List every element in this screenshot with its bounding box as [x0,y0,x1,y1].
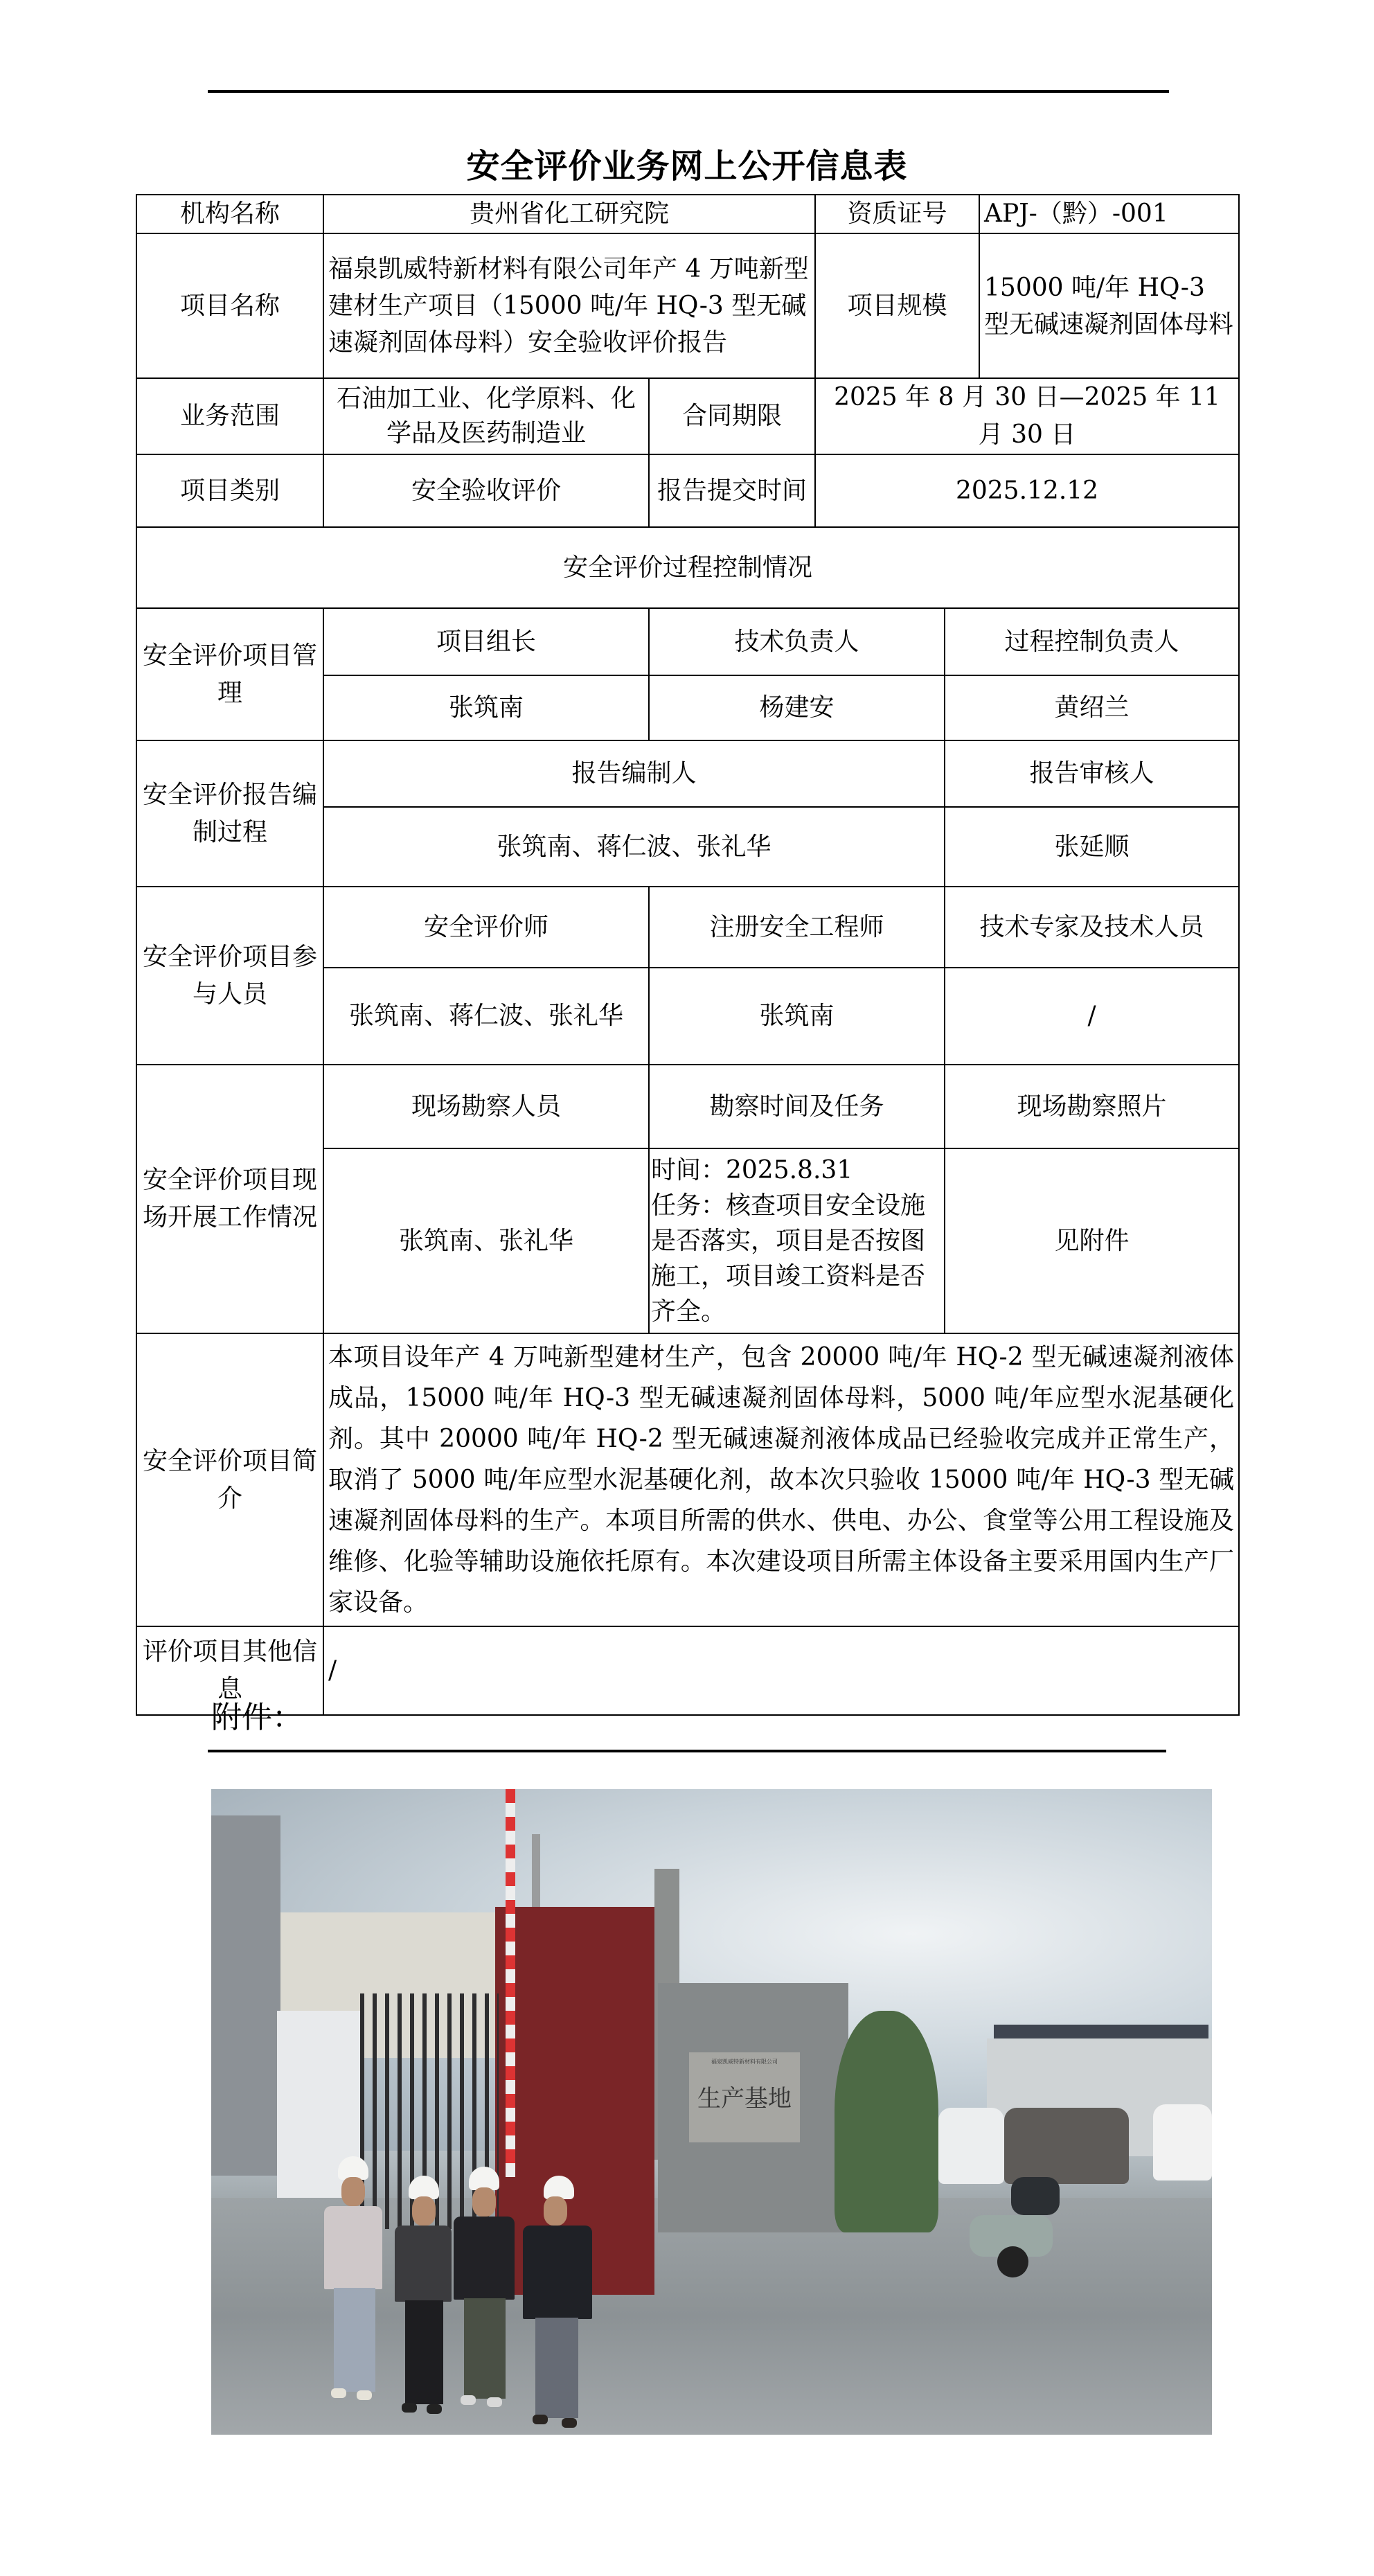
org-name-label: 机构名称 [136,195,323,233]
project-name-value: 福泉凯威特新材料有限公司年产 4 万吨新型建材生产项目（15000 吨/年 HQ-3 型无碱速凝剂固体母料）安全验收评价报告 [323,233,815,378]
row-summary [136,1333,1239,1626]
header-rule [208,90,1169,93]
participants-header-experts: 技术专家及技术人员 [945,887,1239,968]
photo-car-white [938,2108,1004,2184]
cert-label: 资质证号 [815,195,979,233]
management-value-tech: 杨建安 [649,675,945,740]
org-name-value: 贵州省化工研究院 [323,195,815,233]
survey-time: 时间：2025.8.31 [651,1156,853,1184]
report-process-label: 安全评价报告编制过程 [136,740,323,887]
project-type-label: 项目类别 [136,454,323,527]
participants-value-evaluators: 张筑南、蒋仁波、张礼华 [323,968,649,1065]
submit-time-label: 报告提交时间 [649,454,815,527]
project-scale-value: 15000 吨/年 HQ-3 型无碱速凝剂固体母料 [979,233,1239,378]
attachment-rule [208,1750,1166,1752]
submit-time-value: 2025.12.12 [815,454,1239,527]
site-value-time-task [649,1148,945,1333]
summary-text: 本项目设年产 4 万吨新型建材生产，包含 20000 吨/年 HQ-2 型无碱速凝剂液体成品，15000 吨/年 HQ-3 型无碱速凝剂固体母料，5000 吨/年应型水泥基硬化剂。其中 20000 吨/年 HQ-2 型无碱速凝剂液体成品已经验收完成并正常生产，取消了 5000 吨/年应型水泥基硬化剂，故本次只验收 15000 吨/年 HQ-3 型无碱速凝剂固体母料的生产。本项目所需的供水、供电、办公、食堂等公用工程设施及维修、化验等辅助设施依托原有。本次建设项目所需主体设备主要采用国内生产厂家设备。 [323,1333,1239,1626]
management-value-process: 黄绍兰 [945,675,1239,740]
row-section-title [136,527,1239,608]
cert-value: APJ-（黔）-001 [979,195,1239,233]
site-survey-photo [211,1789,1212,2435]
management-value-leader: 张筑南 [323,675,649,740]
site-value-photos: 见附件 [945,1148,1239,1333]
site-value-surveyors: 张筑南、张礼华 [323,1148,649,1333]
survey-task: 任务：核查项目安全设施是否落实，项目是否按图施工，项目竣工资料是否齐全。 [651,1191,926,1326]
row-scope [136,378,1239,454]
business-scope-label: 业务范围 [136,378,323,454]
management-label: 安全评价项目管理 [136,608,323,740]
photo-company-sign: 福泉凯威特新材料有限公司 生产基地 [689,2052,800,2142]
row-type [136,454,1239,527]
management-header-tech: 技术负责人 [649,608,945,675]
management-header-process: 过程控制负责人 [945,608,1239,675]
management-header-leader: 项目组长 [323,608,649,675]
report-value-compilers: 张筑南、蒋仁波、张礼华 [323,807,945,887]
photo-car-white-right [1153,2104,1212,2180]
process-control-title: 安全评价过程控制情况 [136,527,1239,608]
attachment-label: 附件： [211,1700,303,1735]
site-work-label: 安全评价项目现场开展工作情况 [136,1065,323,1333]
project-scale-label: 项目规模 [815,233,979,378]
business-scope-value: 石油加工业、化学原料、化学品及医药制造业 [323,378,649,454]
report-header-reviewer: 报告审核人 [945,740,1239,807]
other-info-value: / [323,1626,1239,1715]
row-report-headers [136,740,1239,807]
row-org [136,195,1239,233]
photo-scooter [942,2177,1067,2281]
participants-header-evaluator: 安全评价师 [323,887,649,968]
participants-value-experts: / [945,968,1239,1065]
summary-label: 安全评价项目简介 [136,1333,323,1626]
project-type-value: 安全验收评价 [323,454,649,527]
other-info-label: 评价项目其他信息 [136,1626,323,1715]
project-name-label: 项目名称 [136,233,323,378]
site-header-surveyors: 现场勘察人员 [323,1065,649,1148]
photo-barrier-pole [506,1789,515,2177]
participants-header-engineer: 注册安全工程师 [649,887,945,968]
contract-period-label: 合同期限 [649,378,815,454]
photo-tree [835,2011,938,2232]
row-site-headers [136,1065,1239,1148]
report-value-reviewer: 张延顺 [945,807,1239,887]
row-project-name [136,233,1239,378]
participants-value-engineer: 张筑南 [649,968,945,1065]
row-participant-headers [136,887,1239,968]
site-header-photos: 现场勘察照片 [945,1065,1239,1148]
row-management-headers [136,608,1239,675]
participants-label: 安全评价项目参与人员 [136,887,323,1065]
site-header-time-task: 勘察时间及任务 [649,1065,945,1148]
contract-period-value: 2025 年 8 月 30 日—2025 年 11 月 30 日 [815,378,1239,454]
info-table [136,194,1240,1716]
photo-car-grey [1004,2108,1129,2184]
report-header-compiler: 报告编制人 [323,740,945,807]
photo-building-left [211,1815,280,2176]
page-title: 安全评价业务网上公开信息表 [466,147,908,186]
